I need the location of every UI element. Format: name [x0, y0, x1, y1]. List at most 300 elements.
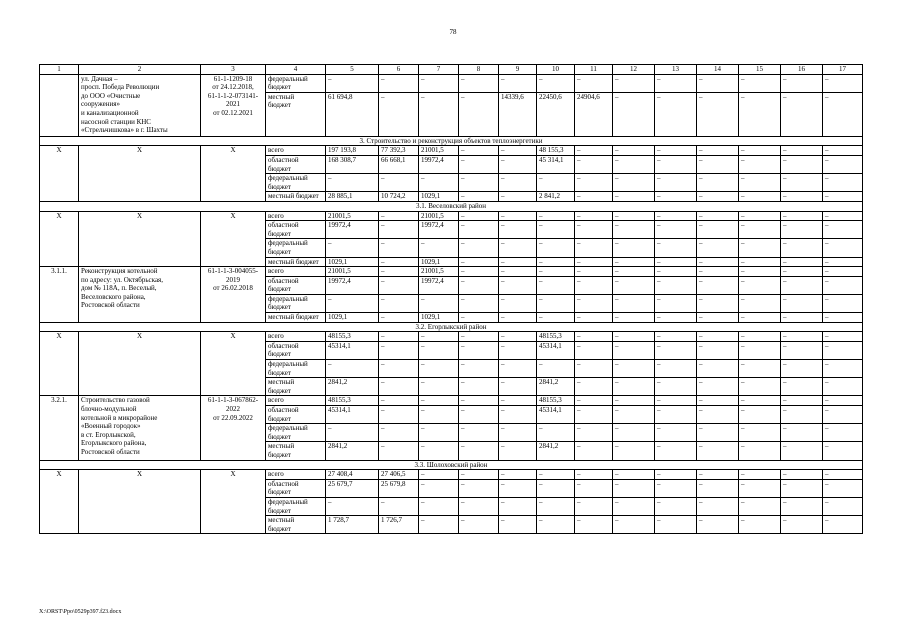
- table-cell: –: [655, 313, 697, 323]
- table-cell: 27 406,5: [379, 470, 419, 480]
- table-cell: –: [781, 174, 823, 192]
- table-cell: 61-1-1-3-004055- 2019 от 26.02.2018: [201, 267, 266, 323]
- table-cell: –: [781, 424, 823, 442]
- table-cell: –: [499, 257, 537, 267]
- table-cell: –: [419, 239, 459, 257]
- table-cell: X: [40, 470, 79, 534]
- table-cell: –: [613, 155, 655, 173]
- table-row: [40, 332, 863, 342]
- table-cell: –: [499, 378, 537, 396]
- table-cell: –: [613, 470, 655, 480]
- table-cell: местный бюджет: [266, 313, 326, 323]
- table-cell: 21001,5: [419, 211, 459, 221]
- table-cell: 1029,1: [419, 257, 459, 267]
- table-cell: –: [499, 192, 537, 202]
- table-cell: –: [575, 470, 613, 480]
- table-cell: –: [575, 424, 613, 442]
- table-cell: –: [655, 332, 697, 342]
- table-cell: всего: [266, 332, 326, 342]
- table-cell: –: [575, 257, 613, 267]
- table-cell: –: [499, 74, 537, 92]
- table-cell: 45 314,1: [537, 155, 575, 173]
- table-cell: –: [781, 267, 823, 277]
- table-cell: –: [499, 406, 537, 424]
- table-cell: –: [823, 406, 863, 424]
- table-cell: X: [201, 146, 266, 202]
- table-cell: –: [379, 378, 419, 396]
- table-cell: –: [697, 276, 739, 294]
- table-cell: –: [823, 396, 863, 406]
- table-cell: 48155,3: [537, 396, 575, 406]
- table-cell: –: [459, 497, 499, 515]
- table-cell: –: [613, 516, 655, 534]
- table-cell: –: [419, 92, 459, 136]
- table-cell: –: [419, 174, 459, 192]
- table-cell: –: [697, 174, 739, 192]
- column-number-cell: 17: [823, 65, 863, 75]
- table-cell: –: [379, 360, 419, 378]
- table-cell: всего: [266, 470, 326, 480]
- table-cell: областной бюджет: [266, 155, 326, 173]
- table-cell: 2841,2: [326, 378, 379, 396]
- table-cell: –: [537, 479, 575, 497]
- table-cell: –: [613, 221, 655, 239]
- table-cell: –: [326, 360, 379, 378]
- table-cell: –: [459, 396, 499, 406]
- table-cell: –: [655, 516, 697, 534]
- table-cell: 2841,2: [537, 378, 575, 396]
- table-cell: 27 408,4: [326, 470, 379, 480]
- table-cell: –: [781, 146, 823, 156]
- table-cell: 45314,1: [326, 341, 379, 359]
- table-cell: –: [575, 341, 613, 359]
- table-cell: –: [537, 267, 575, 277]
- table-cell: –: [697, 221, 739, 239]
- section-heading-row: [40, 136, 863, 146]
- table-cell: местный бюджет: [266, 92, 326, 136]
- table-cell: –: [499, 221, 537, 239]
- table-cell: –: [419, 360, 459, 378]
- table-cell: –: [613, 497, 655, 515]
- table-cell: –: [459, 516, 499, 534]
- table-cell: –: [613, 378, 655, 396]
- table-cell: –: [823, 470, 863, 480]
- table-cell: –: [655, 470, 697, 480]
- table-cell: –: [655, 424, 697, 442]
- table-cell: –: [739, 341, 781, 359]
- table-cell: –: [499, 239, 537, 257]
- table-cell: –: [739, 92, 781, 136]
- table-cell: –: [781, 470, 823, 480]
- table-cell: –: [781, 211, 823, 221]
- table-cell: –: [739, 276, 781, 294]
- table-cell: –: [739, 497, 781, 515]
- table-cell: всего: [266, 267, 326, 277]
- table-cell: –: [575, 396, 613, 406]
- table-body: [40, 65, 863, 534]
- table-cell: –: [697, 442, 739, 460]
- table-cell: –: [823, 294, 863, 312]
- table-cell: –: [823, 313, 863, 323]
- table-cell: –: [499, 479, 537, 497]
- table-cell: –: [537, 239, 575, 257]
- table-cell: всего: [266, 146, 326, 156]
- table-cell: –: [739, 257, 781, 267]
- table-cell: –: [655, 497, 697, 515]
- table-cell: –: [459, 174, 499, 192]
- table-cell: –: [459, 276, 499, 294]
- table-cell: –: [781, 341, 823, 359]
- table-cell: 2841,2: [326, 442, 379, 460]
- table-cell: –: [575, 332, 613, 342]
- table-cell: –: [499, 470, 537, 480]
- table-cell: 21001,5: [419, 146, 459, 156]
- table-cell: –: [459, 313, 499, 323]
- column-number-cell: 10: [537, 65, 575, 75]
- table-cell: –: [459, 257, 499, 267]
- column-number-cell: 13: [655, 65, 697, 75]
- table-cell: –: [575, 74, 613, 92]
- table-cell: 1 726,7: [379, 516, 419, 534]
- table-cell: –: [823, 424, 863, 442]
- table-cell: –: [823, 146, 863, 156]
- table-cell: –: [781, 74, 823, 92]
- table-cell: –: [823, 155, 863, 173]
- table-cell: –: [655, 74, 697, 92]
- table-cell: –: [781, 332, 823, 342]
- table-cell: X: [79, 470, 201, 534]
- table-cell: федеральный бюджет: [266, 497, 326, 515]
- table-cell: 19972,4: [419, 155, 459, 173]
- table-cell: X: [201, 470, 266, 534]
- table-cell: местный бюджет: [266, 378, 326, 396]
- table-cell: –: [697, 155, 739, 173]
- table-cell: –: [379, 424, 419, 442]
- table-cell: –: [697, 313, 739, 323]
- table-cell: –: [697, 211, 739, 221]
- table-row: [40, 74, 863, 92]
- table-cell: –: [655, 192, 697, 202]
- table-cell: Реконструкция котельной по адресу: ул. Октябрьская, дом № 118А, п. Веселый, Веселовского района, Ростовской области: [79, 267, 201, 323]
- table-cell: –: [499, 313, 537, 323]
- table-cell: 48155,3: [537, 332, 575, 342]
- table-cell: 1029,1: [419, 192, 459, 202]
- table-cell: –: [781, 192, 823, 202]
- table-cell: –: [823, 74, 863, 92]
- table-cell: –: [739, 360, 781, 378]
- table-cell: X: [79, 146, 201, 202]
- table-cell: –: [613, 92, 655, 136]
- footer-file-path: X:\ORST\Ppo\0529p397.f23.docx: [39, 609, 122, 615]
- table-cell: –: [575, 360, 613, 378]
- table-cell: –: [326, 174, 379, 192]
- table-cell: местный бюджет: [266, 516, 326, 534]
- column-number-cell: 1: [40, 65, 79, 75]
- table-cell: 21001,5: [419, 267, 459, 277]
- table-cell: –: [499, 155, 537, 173]
- table-cell: –: [823, 257, 863, 267]
- table-cell: –: [739, 378, 781, 396]
- table-cell: 2 841,2: [537, 192, 575, 202]
- table-cell: –: [613, 174, 655, 192]
- table-cell: –: [537, 360, 575, 378]
- table-cell: –: [739, 192, 781, 202]
- table-cell: –: [575, 267, 613, 277]
- table-cell: –: [379, 239, 419, 257]
- table-cell: –: [739, 313, 781, 323]
- table-cell: –: [781, 276, 823, 294]
- table-cell: –: [499, 276, 537, 294]
- table-cell: –: [459, 442, 499, 460]
- table-cell: –: [537, 74, 575, 92]
- table-cell: –: [655, 378, 697, 396]
- table-cell: федеральный бюджет: [266, 294, 326, 312]
- table-cell: областной бюджет: [266, 406, 326, 424]
- table-row: [40, 267, 863, 277]
- table-cell: –: [613, 332, 655, 342]
- table-cell: –: [575, 313, 613, 323]
- table-cell: –: [739, 479, 781, 497]
- table-cell: –: [459, 479, 499, 497]
- table-cell: –: [419, 74, 459, 92]
- table-cell: –: [379, 92, 419, 136]
- table-cell: –: [781, 378, 823, 396]
- column-number-cell: 4: [266, 65, 326, 75]
- table-cell: –: [781, 360, 823, 378]
- table-cell: –: [697, 192, 739, 202]
- table-cell: –: [537, 294, 575, 312]
- table-cell: 48155,3: [326, 396, 379, 406]
- section-heading-row: [40, 460, 863, 470]
- table-cell: –: [613, 267, 655, 277]
- table-cell: –: [823, 211, 863, 221]
- table-cell: –: [459, 146, 499, 156]
- table-cell: –: [499, 211, 537, 221]
- table-cell: X: [79, 332, 201, 396]
- table-cell: –: [655, 155, 697, 173]
- table-cell: –: [575, 276, 613, 294]
- table-cell: –: [537, 424, 575, 442]
- table-cell: –: [781, 396, 823, 406]
- table-cell: –: [537, 174, 575, 192]
- table-row: [40, 146, 863, 156]
- table-cell: –: [575, 516, 613, 534]
- section-heading: 3.3. Шолоховский район: [40, 460, 863, 470]
- table-cell: –: [499, 396, 537, 406]
- table-cell: –: [575, 378, 613, 396]
- table-cell: –: [379, 211, 419, 221]
- table-cell: 45314,1: [537, 341, 575, 359]
- table-cell: –: [459, 341, 499, 359]
- table-cell: 19972,4: [419, 221, 459, 239]
- table-cell: –: [781, 516, 823, 534]
- table-cell: –: [419, 442, 459, 460]
- table-cell: –: [739, 146, 781, 156]
- table-cell: –: [697, 257, 739, 267]
- table-cell: –: [459, 155, 499, 173]
- table-cell: –: [419, 497, 459, 515]
- table-cell: –: [499, 146, 537, 156]
- table-cell: –: [575, 221, 613, 239]
- table-cell: –: [575, 442, 613, 460]
- table-cell: X: [201, 332, 266, 396]
- table-cell: –: [613, 257, 655, 267]
- table-cell: –: [739, 174, 781, 192]
- table-cell: –: [655, 267, 697, 277]
- table-cell: –: [459, 239, 499, 257]
- table-cell: 2841,2: [537, 442, 575, 460]
- table-cell: –: [613, 396, 655, 406]
- table-cell: 24904,6: [575, 92, 613, 136]
- table-cell: областной бюджет: [266, 479, 326, 497]
- table-cell: –: [379, 294, 419, 312]
- table-cell: 10 724,2: [379, 192, 419, 202]
- table-cell: –: [655, 146, 697, 156]
- table-cell: –: [499, 341, 537, 359]
- table-cell: всего: [266, 396, 326, 406]
- table-cell: –: [419, 516, 459, 534]
- table-cell: –: [326, 74, 379, 92]
- table-cell: –: [655, 221, 697, 239]
- table-cell: –: [823, 516, 863, 534]
- table-cell: –: [823, 497, 863, 515]
- table-cell: –: [459, 332, 499, 342]
- table-cell: –: [697, 497, 739, 515]
- table-cell: 21001,5: [326, 211, 379, 221]
- table-cell: –: [697, 396, 739, 406]
- table-cell: 25 679,7: [326, 479, 379, 497]
- table-cell: –: [613, 211, 655, 221]
- table-cell: –: [697, 146, 739, 156]
- table-cell: –: [823, 267, 863, 277]
- table-cell: –: [575, 155, 613, 173]
- table-cell: –: [781, 239, 823, 257]
- column-number-cell: 8: [459, 65, 499, 75]
- table-cell: –: [697, 479, 739, 497]
- column-number-cell: 11: [575, 65, 613, 75]
- table-cell: областной бюджет: [266, 276, 326, 294]
- table-cell: –: [613, 341, 655, 359]
- table-cell: областной бюджет: [266, 221, 326, 239]
- table-cell: –: [379, 276, 419, 294]
- table-cell: –: [739, 442, 781, 460]
- table-cell: всего: [266, 211, 326, 221]
- table-cell: –: [326, 294, 379, 312]
- table-cell: –: [326, 424, 379, 442]
- table-cell: –: [781, 479, 823, 497]
- table-cell: –: [655, 442, 697, 460]
- table-cell: –: [781, 294, 823, 312]
- table-cell: 19972,4: [326, 276, 379, 294]
- table-cell: –: [697, 92, 739, 136]
- table-cell: X: [40, 211, 79, 267]
- column-number-row: [40, 65, 863, 75]
- table-cell: –: [537, 497, 575, 515]
- table-cell: –: [499, 294, 537, 312]
- table-cell: –: [379, 74, 419, 92]
- table-cell: 45314,1: [537, 406, 575, 424]
- table-cell: –: [823, 174, 863, 192]
- table-cell: 48 155,3: [537, 146, 575, 156]
- table-cell: 1029,1: [419, 313, 459, 323]
- table-cell: [40, 74, 79, 136]
- page-number: 78: [449, 28, 457, 36]
- column-number-cell: 16: [781, 65, 823, 75]
- table-cell: 61 694,8: [326, 92, 379, 136]
- table-cell: –: [655, 276, 697, 294]
- table-cell: –: [499, 267, 537, 277]
- table-cell: –: [823, 239, 863, 257]
- table-cell: –: [739, 155, 781, 173]
- table-cell: 61-1-1-3-067862- 2022 от 22.09.2022: [201, 396, 266, 460]
- table-cell: –: [459, 192, 499, 202]
- table-cell: –: [781, 406, 823, 424]
- table-cell: 3.2.1.: [40, 396, 79, 460]
- table-cell: –: [613, 313, 655, 323]
- table-cell: федеральный бюджет: [266, 360, 326, 378]
- table-cell: –: [419, 341, 459, 359]
- table-cell: –: [739, 516, 781, 534]
- column-number-cell: 9: [499, 65, 537, 75]
- table-cell: –: [697, 406, 739, 424]
- table-cell: –: [379, 313, 419, 323]
- table-cell: –: [379, 267, 419, 277]
- table-cell: –: [739, 332, 781, 342]
- table-cell: –: [537, 211, 575, 221]
- table-cell: –: [537, 470, 575, 480]
- table-cell: местный бюджет: [266, 442, 326, 460]
- table-cell: –: [655, 257, 697, 267]
- table-cell: –: [459, 470, 499, 480]
- table-cell: –: [459, 211, 499, 221]
- table-cell: –: [697, 74, 739, 92]
- table-cell: –: [537, 257, 575, 267]
- table-cell: местный бюджет: [266, 192, 326, 202]
- table-cell: –: [613, 424, 655, 442]
- table-cell: –: [655, 396, 697, 406]
- table-cell: –: [379, 406, 419, 424]
- table-cell: X: [201, 211, 266, 267]
- table-cell: 25 679,8: [379, 479, 419, 497]
- table-cell: –: [697, 470, 739, 480]
- table-row: [40, 211, 863, 221]
- table-cell: –: [575, 406, 613, 424]
- table-cell: –: [575, 174, 613, 192]
- table-cell: –: [697, 341, 739, 359]
- table-cell: –: [823, 276, 863, 294]
- table-cell: –: [739, 221, 781, 239]
- table-cell: –: [781, 497, 823, 515]
- table-cell: –: [575, 497, 613, 515]
- table-cell: –: [697, 360, 739, 378]
- table-cell: –: [697, 516, 739, 534]
- table-cell: –: [781, 442, 823, 460]
- table-cell: –: [419, 332, 459, 342]
- table-cell: 1029,1: [326, 257, 379, 267]
- table-cell: –: [823, 378, 863, 396]
- table-cell: –: [419, 479, 459, 497]
- table-cell: –: [655, 479, 697, 497]
- table-cell: 1 728,7: [326, 516, 379, 534]
- table-cell: –: [781, 221, 823, 239]
- column-number-cell: 6: [379, 65, 419, 75]
- table-cell: –: [419, 294, 459, 312]
- table-cell: –: [575, 146, 613, 156]
- table-cell: –: [697, 424, 739, 442]
- table-cell: –: [575, 211, 613, 221]
- funding-table: [39, 64, 863, 534]
- table-cell: –: [613, 74, 655, 92]
